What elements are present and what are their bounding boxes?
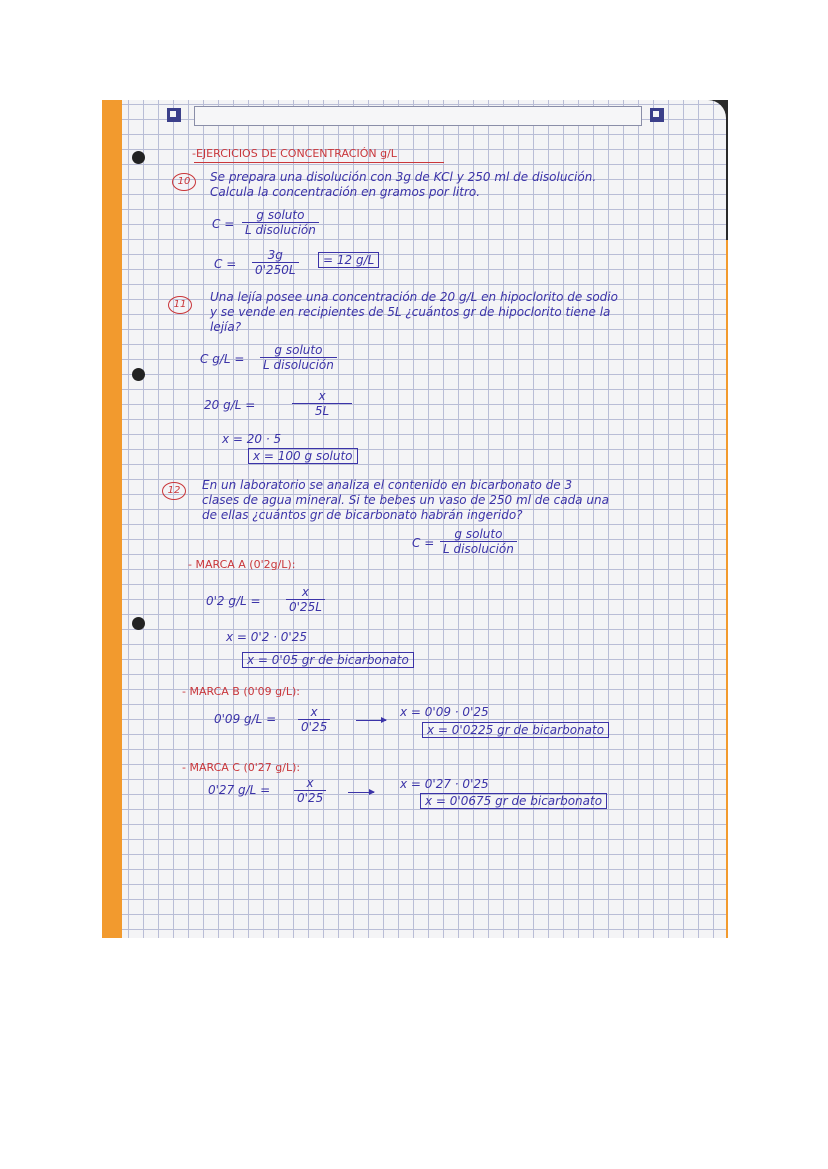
notebook-photo [102, 100, 728, 938]
exercise-number-11: 11 [168, 296, 192, 314]
brand-c-equation-lhs: 0'27 g/L = [208, 783, 271, 797]
brand-b-heading: - MARCA B (0'09 g/L): [182, 685, 300, 698]
binder-hole [132, 368, 145, 381]
ex11-formula-numerator: g soluto [260, 343, 337, 358]
ex10-formula-denominator: L disolución [245, 223, 316, 237]
ex11-step: x = 20 · 5 [222, 432, 282, 446]
brand-b-step: x = 0'09 · 0'25 [400, 705, 489, 719]
brand-a-result: x = 0'05 gr de bicarbonato [242, 653, 414, 668]
brand-b-equation-lhs: 0'09 g/L = [214, 712, 277, 726]
ex10-formula-fraction [242, 208, 319, 237]
brand-c-heading: - MARCA C (0'27 g/L): [182, 761, 301, 774]
ex12-formula-lhs: C = [412, 536, 435, 550]
ex11-formula-fraction [260, 343, 337, 372]
ex11-result: x = 100 g soluto [248, 449, 358, 464]
brand-c-numerator: x [294, 776, 326, 791]
title-underline [194, 162, 444, 163]
binder-hole [132, 617, 145, 630]
grid-paper-page [122, 100, 726, 938]
brand-b-denominator: 0'25 [301, 720, 328, 734]
ex12-formula-fraction [440, 527, 517, 556]
ex11-equation-fraction [292, 389, 352, 418]
binder-hole [132, 151, 145, 164]
ex11-formula-lhs: C g/L = [200, 352, 245, 366]
brand-b-result: x = 0'0225 gr de bicarbonato [422, 723, 609, 738]
ex10-result: = 12 g/L [318, 253, 379, 268]
ex12-formula-denominator: L disolución [443, 542, 514, 556]
ex10-formula-lhs: C = [212, 217, 235, 231]
arrow-icon [356, 720, 386, 721]
exercise-11-statement: Una lejía posee una concentración de 20 g/L en hipoclorito de sodio y se vende en recipientes de 5L ¿cuántos gr de hipoclorito tiene la lejía? [210, 290, 618, 334]
exercise-number-10: 10 [172, 173, 196, 191]
ex10-calc-lhs: C = [214, 257, 237, 271]
brand-c-result: x = 0'0675 gr de bicarbonato [420, 794, 607, 809]
corner-mark-icon [650, 108, 664, 122]
exercise-number-12: 12 [162, 482, 186, 500]
brand-b-numerator: x [298, 705, 330, 720]
brand-a-denominator: 0'25L [289, 600, 322, 614]
brand-b-fraction [298, 705, 330, 734]
ex11-formula-denominator: L disolución [263, 358, 334, 372]
page-header-box [194, 106, 642, 126]
ex11-equation-numerator: x [292, 389, 352, 404]
brand-a-equation-lhs: 0'2 g/L = [206, 594, 261, 608]
ex11-equation-denominator: 5L [314, 404, 330, 418]
ex10-formula-numerator: g soluto [242, 208, 319, 223]
exercise-12-statement: En un laboratorio se analiza el contenido en bicarbonato de 3 clases de agua mineral. Si te bebes un vaso de 250 ml de cada una de ellas ¿cuántos gr de bicarbonato habrán ingerido? [202, 478, 609, 522]
brand-a-step: x = 0'2 · 0'25 [226, 630, 307, 644]
corner-mark-icon [167, 108, 181, 122]
ex12-formula-numerator: g soluto [440, 527, 517, 542]
ex10-calc-numerator: 3g [252, 248, 299, 263]
brand-c-step: x = 0'27 · 0'25 [400, 777, 489, 791]
ex10-calc-fraction [252, 248, 299, 277]
brand-c-denominator: 0'25 [297, 791, 324, 805]
arrow-icon [348, 792, 374, 793]
ex10-calc-denominator: 0'250L [255, 263, 296, 277]
brand-a-heading: - MARCA A (0'2g/L): [188, 558, 296, 571]
brand-a-numerator: x [286, 585, 325, 600]
brand-c-fraction [294, 776, 326, 805]
brand-a-fraction [286, 585, 325, 614]
page-title: -EJERCICIOS DE CONCENTRACIÓN g/L [192, 147, 397, 160]
exercise-10-statement: Se prepara una disolución con 3g de KCl y 250 ml de disolución. Calcula la concentración en gramos por litro. [210, 170, 597, 199]
ex11-equation-lhs: 20 g/L = [204, 398, 256, 412]
